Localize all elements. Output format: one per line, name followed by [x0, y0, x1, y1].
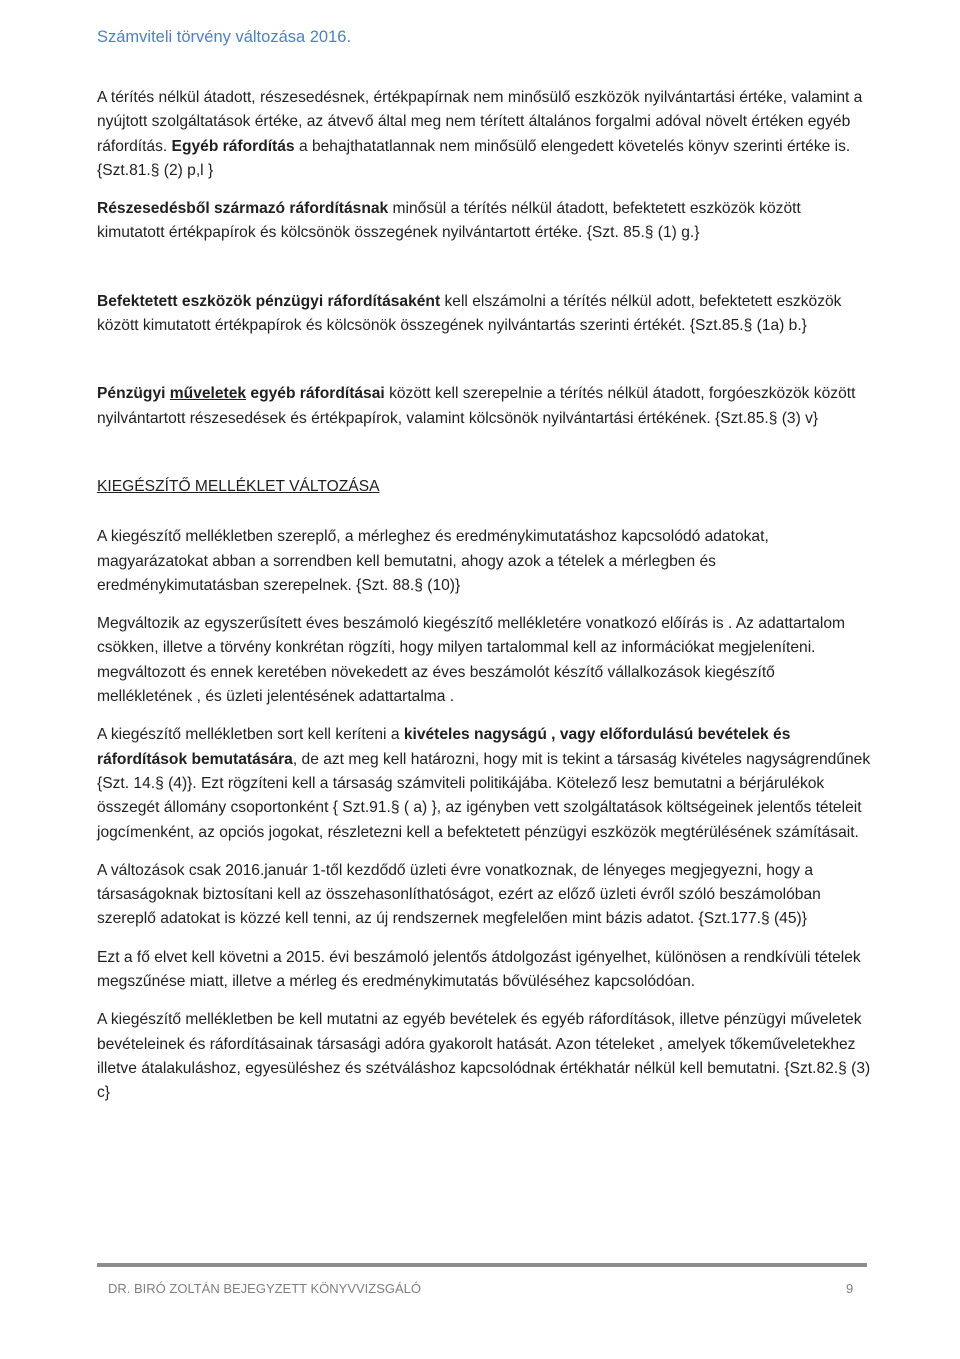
text: minősül a térítés nélkül átadott, befektetett eszközök között kimutatott értékpapírok és kölcsönök összegének nyilvántartott értéke. {Szt. 85.§ (1) g.}: [97, 200, 801, 242]
bold-term: Pénzügyi: [97, 385, 170, 403]
paragraph-10: A kiegészítő mellékletben be kell mutatni az egyéb bevételek és egyéb ráfordítások, illetve pénzügyi műveletek bevételeinek és ráfordításainak társasági adóra gyakorolt hatását. Azon tételeket , amelyek tőkeműveletekhez illetve átalakuláshoz, egyesüléshez és szétváláshoz kapcsolódnak értékhatár nélkül kell bemutatni. {Szt.82.§ (3) c}: [97, 1011, 871, 1102]
bold-term: Egyéb ráfordítás: [171, 137, 295, 155]
text: A kiegészítő mellékletben sort kell keríteni a: [97, 726, 404, 744]
footer-author: DR. BIRÓ ZOLTÁN BEJEGYZETT KÖNYVVIZSGÁLÓ: [108, 1281, 422, 1296]
paragraph-1: [97, 86, 871, 183]
section-heading: KIEGÉSZÍTŐ MELLÉKLET VÁLTOZÁSA: [97, 477, 380, 495]
running-header: Számviteli törvény változása 2016.: [97, 28, 352, 46]
text: , de azt meg kell határozni, hogy mit is tekint a társaság kivételes nagyságrendűnek {Szt. 14.§ (4)}. Ezt rögzíteni kell a társaság számviteli politikájába. Kötelező lesz bemutatni a bérjárulékok összegét állomány csoportonként { Szt.91.§ ( a) }, az igényben vett szolgáltatások költségeinek jelentős tételeit jogcímenként, az opciós jogokat, részletezni kell a befektetett pénzügyi eszközök megtérülésének számításait.: [97, 750, 871, 841]
text: kell elszámolni a térítés nélkül adott, befektetett eszközök között kimutatott értékpapírok és kölcsönök összegének nyilvántartás szerinti értékét. {Szt.85.§ (1a) b.}: [97, 292, 842, 335]
bold-term: kivételes nagyságú , vagy előfordulású bevételek és ráfordítások bemutatására: [97, 726, 791, 768]
paragraph-2: [97, 197, 871, 246]
bold-term: Befektetett eszközök pénzügyi ráfordításaként: [97, 292, 441, 310]
text: a behajthatatlannak nem minősülő elengedett követelés könyv szerinti értéke is. {Szt.81.§ (2) p,l }: [97, 137, 851, 179]
page-number: 9: [846, 1281, 854, 1296]
footer-divider: [97, 1263, 867, 1267]
paragraph-8: A változások csak 2016.január 1-től kezdődő üzleti évre vonatkoznak, de lényeges megjegyezni, hogy a társaságoknak biztosítani kell az összehasonlíthatóságot, ezért az előző üzleti évről szóló beszámolóban szereplő adatokat is közzé kell tenni, az új rendszernek megfelelően mint bázis adatot. {Szt.177.§ (45)}: [97, 861, 821, 928]
paragraph-3: [97, 290, 871, 339]
document-body: [97, 86, 871, 1106]
paragraph-6: Megváltozik az egyszerűsített éves beszámoló kiegészítő mellékletére vonatkozó előírás is . Az adattartalom csökken, illetve a törvény konkrétan rögzíti, hogy milyen tartalommal kell az információkat megjeleníteni. megváltozott és ennek keretében növekedett az éves beszámolót készítő vállalkozások kiegészítő mellékletének , és üzleti jelentésének adattartalma .: [97, 615, 845, 706]
text: között kell szerepelnie a térítés nélkül átadott, forgóeszközök között nyilvántartott részesedések és értékpapírok, valamint kölcsönök nyilvántartási értékének. {Szt.85.§ (3) v}: [97, 385, 856, 427]
paragraph-4: [97, 382, 871, 431]
bold-term: egyéb ráfordításai: [246, 385, 385, 403]
paragraph-9: Ezt a fő elvet kell követni a 2015. évi beszámoló jelentős átdolgozást igényelhet, különösen a rendkívüli tételek megszűnése miatt, illetve a mérleg és eredménykimutatás bővüléséhez kapcsolódóan.: [97, 948, 861, 991]
bold-underlined-term: műveletek: [169, 385, 247, 403]
paragraph-7: [97, 723, 871, 844]
text: A térítés nélkül átadott, részesedésnek, értékpapírnak nem minősülő eszközök nyilvántartási értéke, valamint a nyújtott szolgáltatások értéke, az átvevő által meg nem térített általános forgalmi adóval növelt értéken egyéb ráfordítás.: [97, 89, 863, 155]
bold-term: Részesedésből származó ráfordításnak: [97, 200, 389, 218]
paragraph-5: A kiegészítő mellékletben szereplő, a mérleghez és eredménykimutatáshoz kapcsolódó adatokat, magyarázatokat abban a sorrendben kell bemutatni, ahogy azok a tételek a mérlegben és eredménykimutatásban szerepelnek. {Szt. 88.§ (10)}: [97, 528, 769, 594]
